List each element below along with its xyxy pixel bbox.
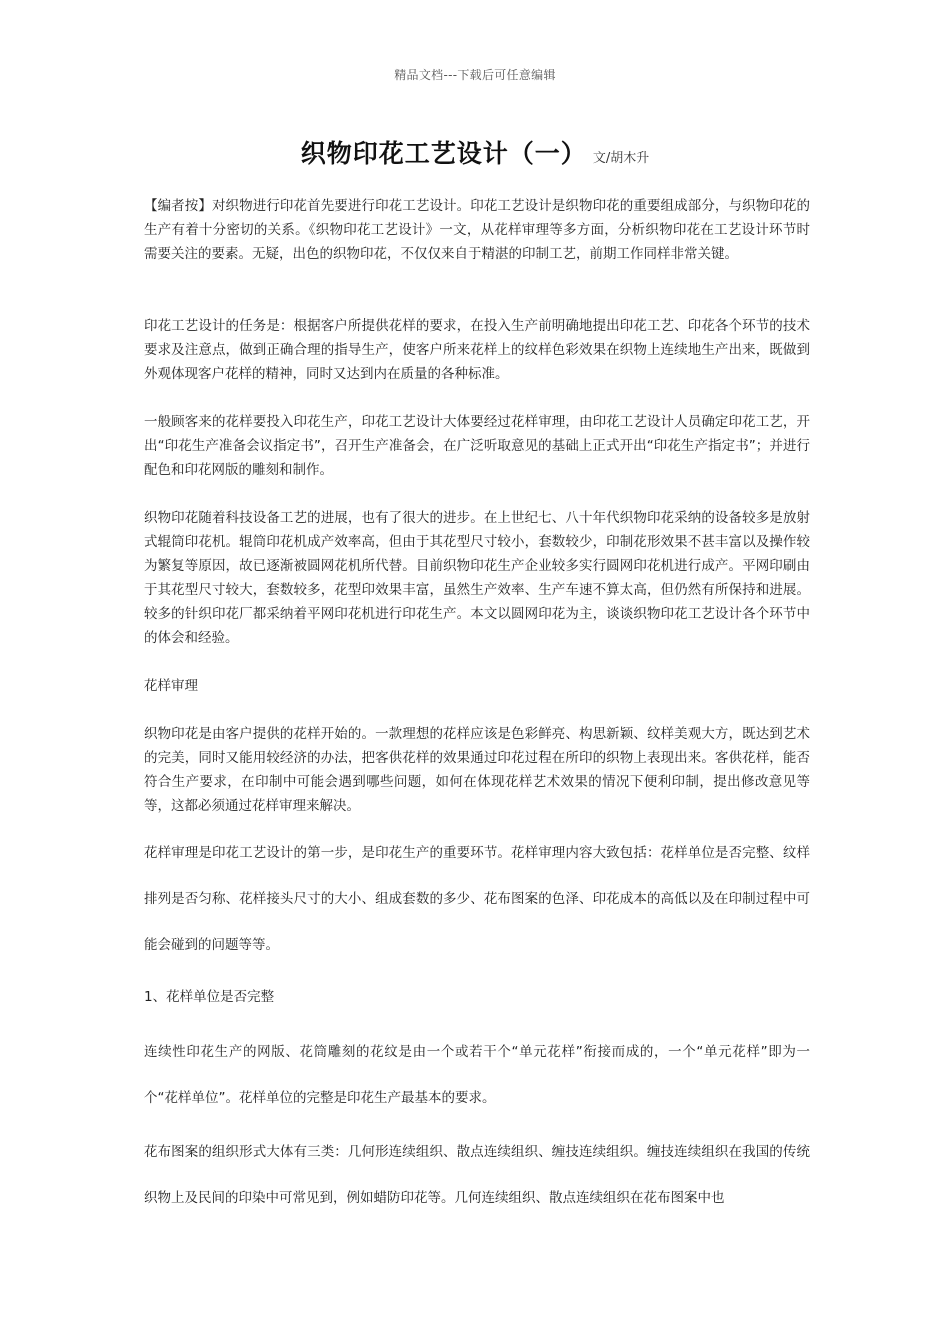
author-byline: 文/胡木升 (592, 151, 650, 166)
article-title: 织物印花工艺设计（一） (300, 139, 587, 168)
section-heading: 花样审理 (144, 678, 198, 694)
body-paragraph: 连续性印花生产的网版、花筒雕刻的花纹是由一个或若干个“单元花样”衔接而成的，一个“单元花样”即为一个“花样单位”。花样单位的完整是印花生产最基本的要求。 (144, 1044, 810, 1106)
body-paragraph: 花样审理是印花工艺设计的第一步，是印花生产的重要环节。花样审理内容大致包括：花样单位是否完整、纹样排列是否匀称、花样接头尺寸的大小、组成套数的多少、花布图案的色泽、印花成本的高低以及在印制过程中可能会碰到的问题等等。 (144, 845, 810, 953)
body-paragraph: 织物印花是由客户提供的花样开始的。一款理想的花样应该是色彩鲜亮、构思新颖、纹样美观大方，既达到艺术的完美，同时又能用较经济的办法，把客供花样的效果通过印花过程在所印的织物上表现出来。客供花样，能否符合生产要求，在印制中可能会遇到哪些问题，如何在体现花样艺术效果的情况下便利印制，提出修改意见等等，这都必须通过花样审理来解决。 (144, 726, 810, 814)
body-paragraph: 织物印花随着科技设备工艺的进展，也有了很大的进步。在上世纪七、八十年代织物印花采纳的设备较多是放射式辊筒印花机。辊筒印花机成产效率高，但由于其花型尺寸较小，套数较少，印制花形效果不甚丰富以及操作较为繁复等原因，故已逐渐被圆网花机所代替。目前织物印花生产企业较多实行圆网印花机进行成产。平网印刷由于其花型尺寸较大，套数较多，花型印效果丰富，虽然生产效率、生产车速不算太高，但仍然有所保持和进展。较多的针织印花厂都采纳着平网印花机进行印花生产。本文以圆网印花为主，谈谈织物印花工艺设计各个环节中的体会和经验。 (144, 510, 810, 646)
header-note: 精品文档---下载后可任意编辑 (394, 68, 556, 82)
body-paragraph: 印花工艺设计的任务是：根据客户所提供花样的要求，在投入生产前明确地提出印花工艺、印花各个环节的技术要求及注意点，做到正确合理的指导生产，使客户所来花样上的纹样色彩效果在织物上连续地生产出来，既做到外观体现客户花样的精神，同时又达到内在质量的各种标准。 (144, 318, 810, 382)
editor-note-paragraph: 【编者按】对织物进行印花首先要进行印花工艺设计。印花工艺设计是织物印花的重要组成部分，与织物印花的生产有着十分密切的关系。《织物印花工艺设计》一文，从花样审理等多方面，分析织物印花在工艺设计环节时需要关注的要素。无疑，出色的织物印花，不仅仅来自于精湛的印制工艺，前期工作同样非常关键。 (144, 198, 810, 262)
title-row (0, 134, 950, 170)
body-paragraph: 花布图案的组织形式大体有三类：几何形连续组织、散点连续组织、缠技连续组织。缠技连续组织在我国的传统织物上及民间的印染中可常见到，例如蜡防印花等。几何连续组织、散点连续组织在花布图案中也 (144, 1144, 810, 1206)
subsection-heading: 1、花样单位是否完整 (144, 989, 275, 1005)
body-paragraph: 一般顾客来的花样要投入印花生产，印花工艺设计大体要经过花样审理，由印花工艺设计人员确定印花工艺，开出“印花生产准备会议指定书”，召开生产准备会，在广泛听取意见的基础上正式开出“印花生产指定书”；并进行配色和印花网版的雕刻和制作。 (144, 414, 810, 478)
